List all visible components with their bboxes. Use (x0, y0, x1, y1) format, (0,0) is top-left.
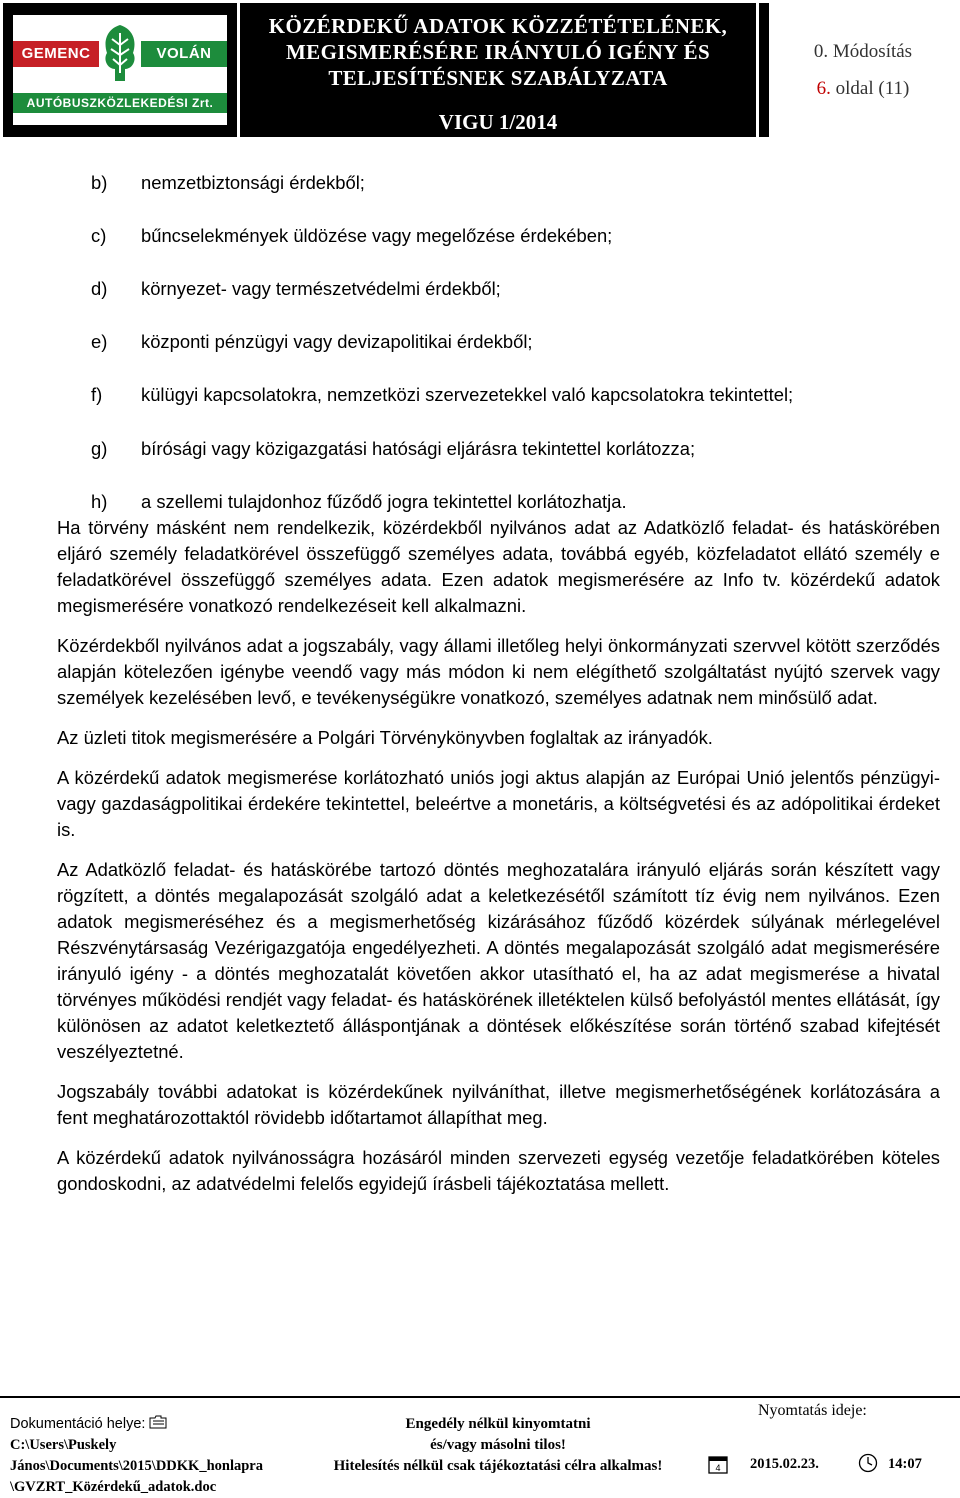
list-item (57, 276, 940, 302)
page-header (0, 0, 960, 142)
page-number: 6. (816, 78, 831, 99)
paragraph: Ha törvény másként nem rendelkezik, közérdekből nyilvános adat az Adatközlő feladat- és hatáskörében eljáró személy feladatkörével összefüggő személyes adata, továbbá egyéb, közfeladatot ellátó személy e feladatkörével összefüggő személyes adata. Ezen adatok megismerésére az Info tv. közérdekű adatok megismerésére vonatkozó rendelkezéseit kell alkalmazni. (57, 517, 940, 616)
list-text: központi pénzügyi vagy devizapolitikai érdekből; (141, 331, 533, 352)
title-line: KÖZÉRDEKŰ ADATOK KÖZZÉTÉTELÉNEK, (268, 14, 728, 38)
revision-label: 0. Módosítás (813, 41, 913, 62)
paragraph: Az üzleti titok megismerésére a Polgári Törvénykönyvben foglaltak az irányadók. (57, 727, 713, 748)
tree-logo-icon (99, 23, 141, 85)
print-date: 2015.02.23. (750, 1456, 819, 1472)
notice-line: Hitelesítés nélkül csak tájékoztatási célra alkalmas! (333, 1458, 663, 1474)
doc-path-line: \GVZRT_Közérdekű_adatok.doc (10, 1479, 217, 1495)
paragraph: Az Adatközlő feladat- és hatáskörébe tartozó döntés meghozatalára irányuló eljárás során készített vagy rögzített, a döntés megalapozását szolgáló adat a keletkezésétől számított tíz évig nem nyilvános. Ezen adatok megismeréséhez és a megismerhetőség kizárásához fűződő közérdek súlyának mérlegelével Részvénytársaság Vezérigazgatója engedélyezheti. A döntés megalapozását szolgáló adat megismerésére irányuló igény - a döntés meghozatalát követően akkor utasítható el, ha az adat megismerése a hivatal törvényes működési rendjét vagy feladat- és hatáskörének illetéktelen külső befolyástól mentes ellátását, így különösen az adatot keletkeztető álláspontjának a döntések előkészítése során történő szabad kifejtését veszélyeztetné. (57, 859, 940, 1062)
document-code: VIGU 1/2014 (438, 110, 558, 134)
paragraph: A közérdekű adatok megismerése korlátozható uniós jogi aktus alapján az Európai Unió jelentős pénzügyi- vagy gazdaságpolitikai érdekére tekintettel, beleértve a monetáris, a költségvetési és az adópolitikai érdeket is. (57, 767, 940, 840)
paragraph: Jogszabály további adatokat is közérdekűnek nyilváníthat, illetve megismerhetőségének korlátozására a fent meghatározottaktól rövidebb időtartamot állapíthat meg. (57, 1081, 940, 1128)
list-text: nemzetbiztonsági érdekből; (141, 172, 365, 193)
list-label: d) (91, 278, 108, 299)
list-text-content: külügyi kapcsolatokra, nemzetközi szervezetekkel való kapcsolatokra tekintettel; (141, 384, 794, 405)
list-text: környezet- vagy természetvédelmi érdekből; (141, 278, 501, 299)
page-count: oldal (11) (830, 78, 910, 99)
print-time: 14:07 (888, 1456, 922, 1472)
doc-location-label: Dokumentáció helye: (10, 1416, 146, 1432)
list-text (141, 382, 940, 408)
list-item (57, 489, 940, 515)
list-label: b) (91, 172, 108, 193)
list-label: e) (91, 331, 108, 352)
list-text: bírósági vagy közigazgatási hatósági eljárásra tekintettel korlátozza; (141, 438, 696, 459)
notice-line: és/vagy másolni tilos! (430, 1437, 566, 1453)
company-logo (3, 3, 237, 137)
list-item (57, 329, 940, 355)
clock-icon (858, 1453, 878, 1473)
list-label: f) (91, 384, 103, 405)
logo-text-bottom: AUTÓBUSZKÖZLEKEDÉSI Zrt. (13, 93, 227, 113)
list-item (57, 436, 940, 462)
folder-icon (149, 1415, 167, 1429)
list-item (57, 170, 940, 196)
logo-text-right: VOLÁN (141, 41, 227, 67)
logo-text-left: GEMENC (13, 41, 99, 67)
paragraph: A közérdekű adatok nyilvánosságra hozásáról minden szervezeti egység vezetője feladatkörében köteles gondoskodni, az adatvédelmi felelős egyidejű írásbeli tájékoztatása mellett. (57, 1147, 940, 1194)
calendar-icon (708, 1454, 728, 1474)
title-line: MEGISMERÉSÉRE IRÁNYULÓ IGÉNY ÉS (285, 40, 711, 64)
list-item (57, 382, 940, 408)
title-line: TELJESÍTÉSNEK SZABÁLYZATA (328, 66, 668, 90)
footer-divider (0, 1396, 960, 1398)
print-time-label: Nyomtatás ideje: (758, 1402, 867, 1419)
list-label: g) (91, 438, 108, 459)
document-title (240, 3, 756, 137)
page-footer (0, 1396, 960, 1494)
revision-box (759, 3, 957, 137)
copy-notice (300, 1414, 696, 1477)
notice-line: Engedély nélkül kinyomtatni (405, 1416, 591, 1432)
list-text: a szellemi tulajdonhoz fűződő jogra tekintettel korlátozhatja. (141, 491, 627, 512)
list-item (57, 223, 940, 249)
svg-text:4: 4 (715, 1463, 721, 1473)
paragraph: Közérdekből nyilvános adat a jogszabály, vagy állami illetőleg helyi önkormányzati szervvel kötött szerződés alapján kötelezően igénybe veendő vagy más módon ki nem elégíthető szolgáltatást nyújtó szervek vagy személyek kezelésében levő, e tevékenységükre vonatkozó, személyes adatnak nem minősülő adat. (57, 635, 940, 708)
list-label: c) (91, 225, 107, 246)
page-indicator (769, 78, 957, 100)
document-location (10, 1414, 300, 1498)
list-text: bűncselekmények üldözése vagy megelőzése érdekében; (141, 225, 613, 246)
list-label: h) (91, 491, 108, 512)
document-body (57, 160, 940, 1197)
doc-path-line: C:\Users\Puskely (10, 1437, 117, 1453)
doc-path-line: János\Documents\2015\DDKK_honlapra (10, 1458, 263, 1474)
